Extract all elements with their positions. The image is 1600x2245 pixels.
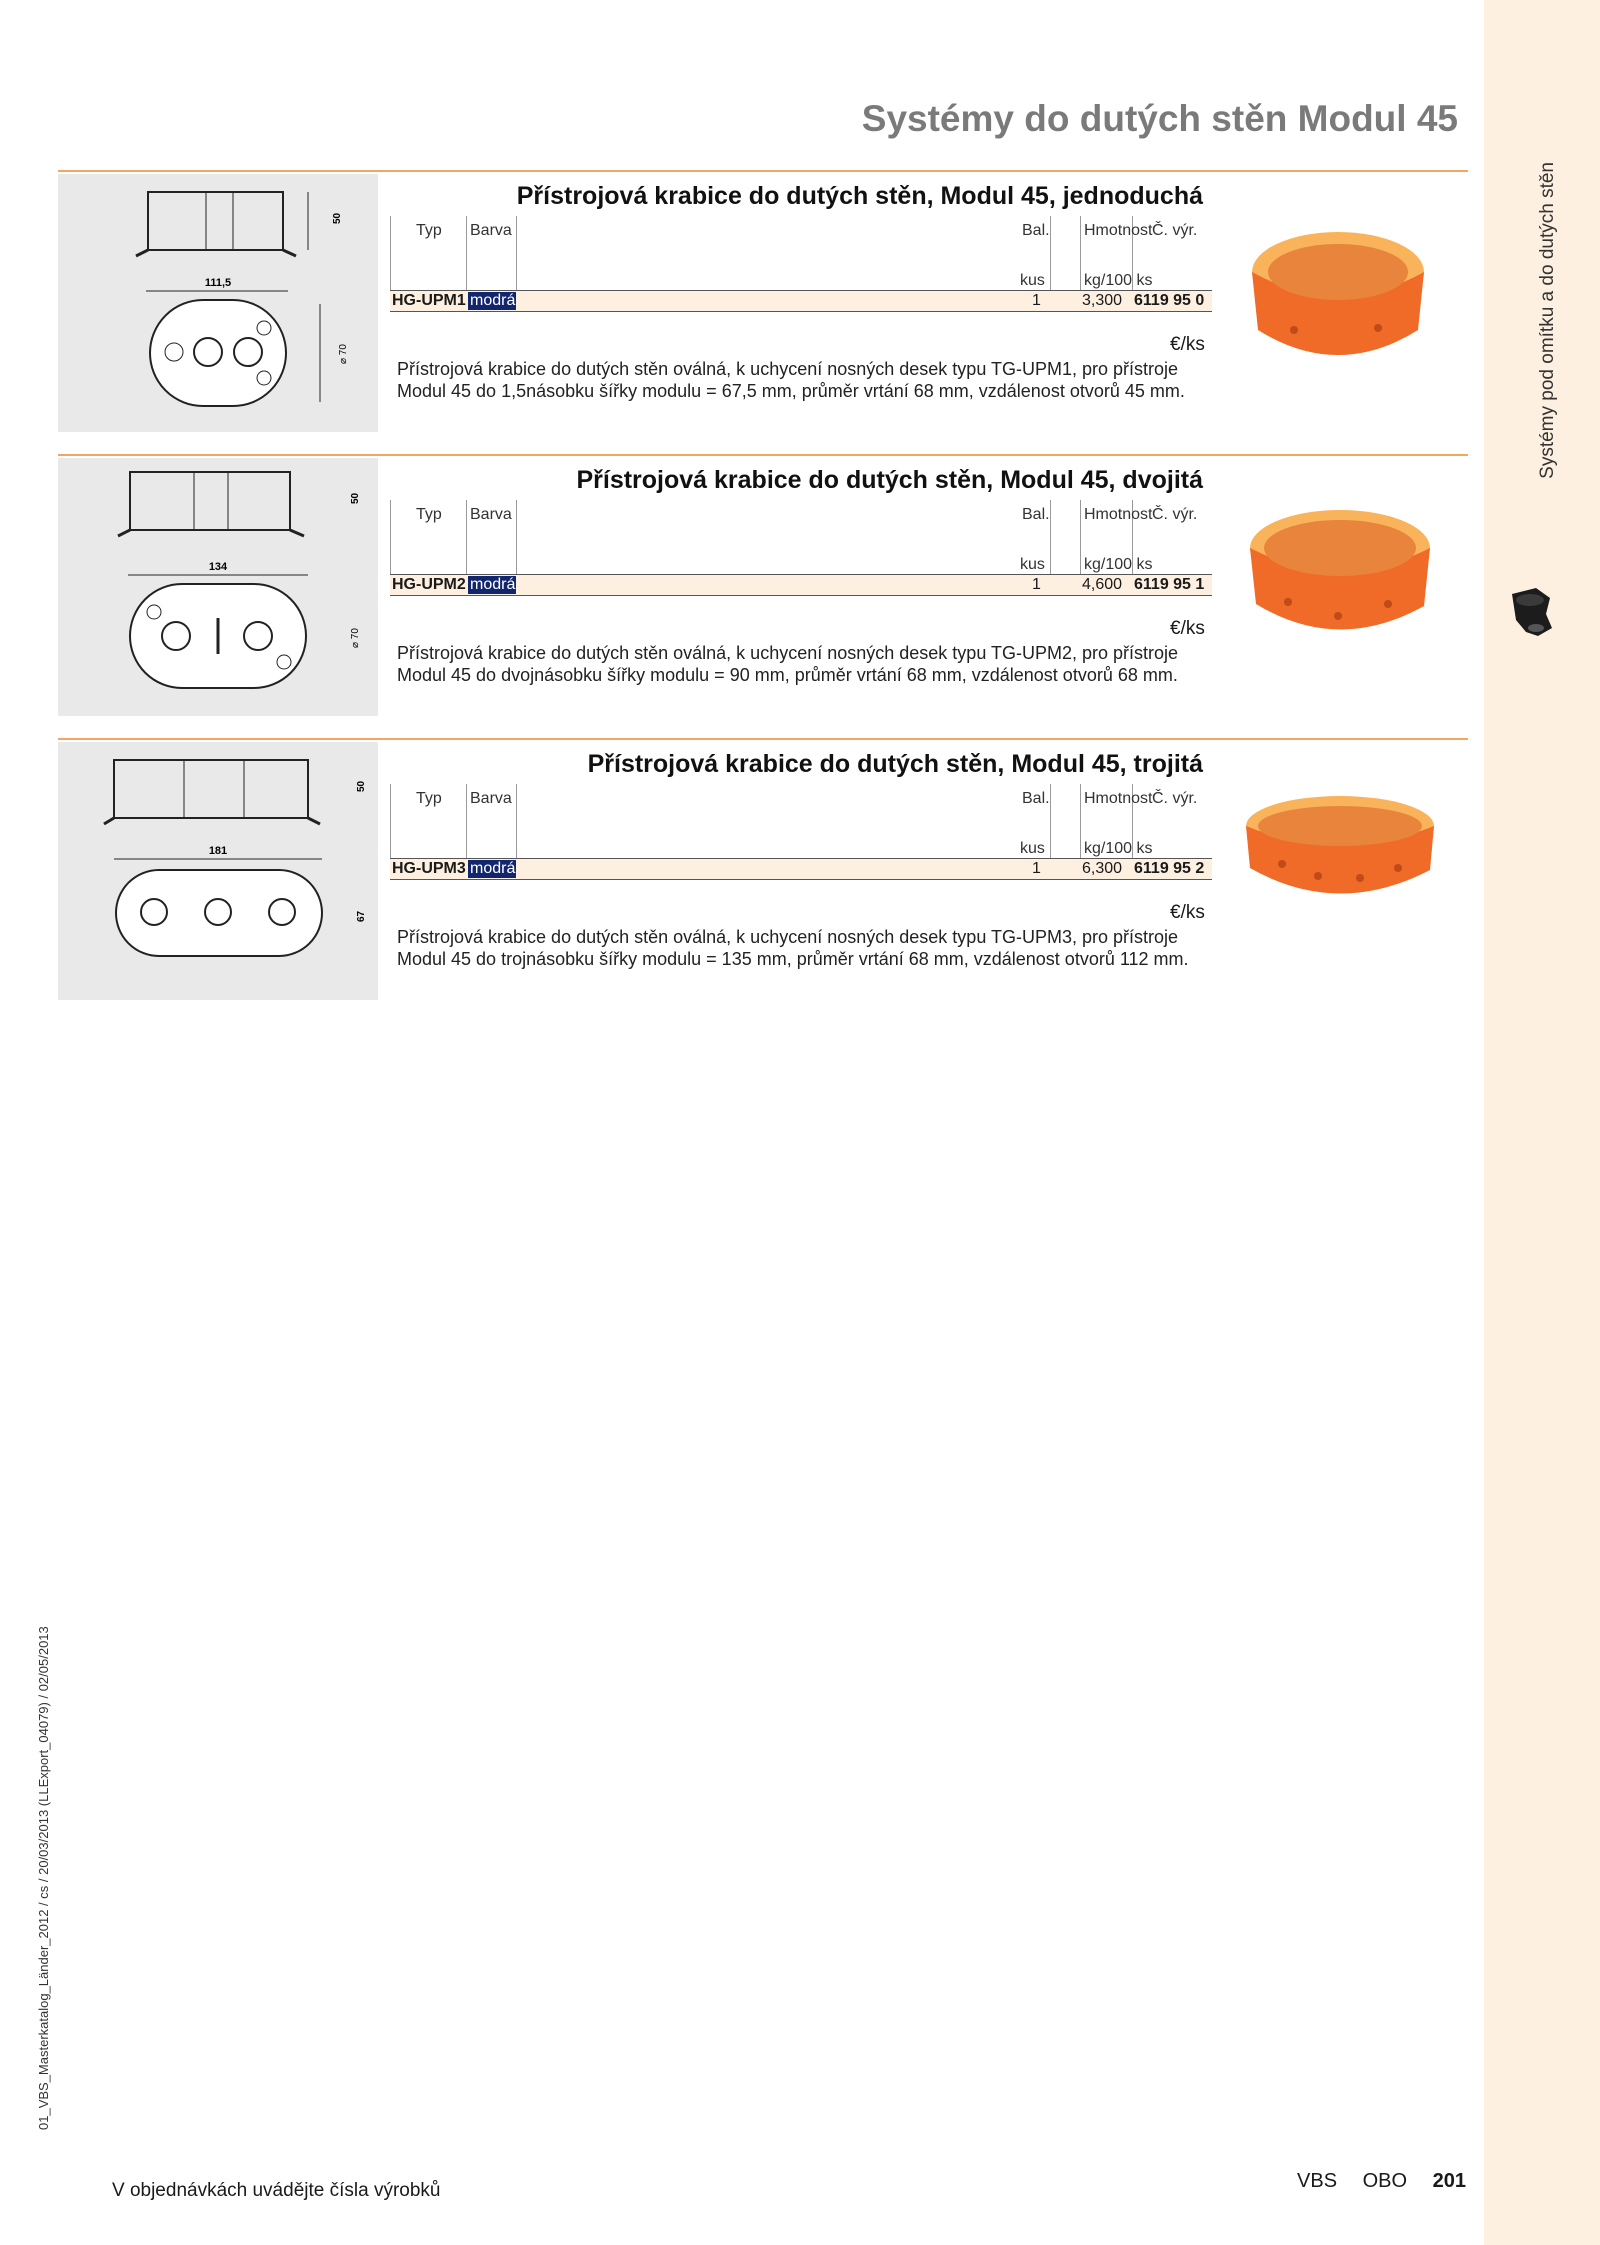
footer-note: V objednávkách uvádějte čísla výrobků (112, 2180, 441, 2201)
unit-hmotnost: kg/100 ks (1084, 840, 1153, 857)
price-unit: €/ks (1170, 334, 1205, 355)
col-cvyr: Č. výr. (1152, 506, 1198, 523)
dim-width: 134 (208, 561, 228, 573)
cell-cvyr: 6119 95 0 (1134, 292, 1205, 309)
cell-bal: 1 (1032, 576, 1041, 593)
cell-barva: modrá (470, 860, 516, 877)
technical-drawing-triple (58, 742, 378, 1000)
table-row (390, 290, 1212, 312)
cell-hmotnost: 6,300 (1082, 860, 1123, 877)
dim-diameter: ⌀ 70 (350, 628, 361, 648)
product-photo-triple (1238, 768, 1438, 948)
unit-hmotnost: kg/100 ks (1084, 272, 1153, 289)
col-cvyr: Č. výr. (1152, 222, 1198, 239)
col-typ: Typ (416, 790, 442, 807)
col-barva: Barva (470, 506, 512, 523)
table-row (390, 574, 1212, 596)
cell-cvyr: 6119 95 1 (1134, 576, 1205, 593)
product-description: Přístrojová krabice do dutých stěn oválná, k uchycení nosných desek typu TG-UPM2, pro přístroje Modul 45 do dvojnásobku šířky modulu = 90 mm, průměr vrtání 68 mm, vzdálenost otvorů 68 mm. (397, 643, 1179, 685)
col-bal: Bal. (1022, 790, 1050, 807)
product-table (390, 784, 1212, 880)
product-table (390, 216, 1212, 312)
dim-diameter: ⌀ 70 (338, 344, 349, 364)
cell-barva: modrá (470, 576, 516, 593)
price-unit: €/ks (1170, 902, 1205, 923)
cell-hmotnost: 3,300 (1082, 292, 1123, 309)
section-divider (58, 454, 1468, 456)
product-section-2 (58, 454, 1468, 726)
unit-bal: kus (1020, 840, 1045, 857)
technical-drawing-double (58, 458, 378, 716)
product-photo-single (1238, 200, 1438, 380)
dim-width: 181 (208, 845, 228, 857)
cell-bal: 1 (1032, 292, 1041, 309)
cell-cvyr: 6119 95 2 (1134, 860, 1205, 877)
cell-hmotnost: 4,600 (1082, 576, 1123, 593)
product-description: Přístrojová krabice do dutých stěn oválná, k uchycení nosných desek typu TG-UPM3, pro přístroje Modul 45 do trojnásobku šířky modulu = 135 mm, průměr vrtání 68 mm, vzdálenost otvorů 112 mm. (397, 927, 1189, 969)
product-title: Přístrojová krabice do dutých stěn, Modul 45, dvojitá (576, 466, 1203, 494)
col-barva: Barva (470, 222, 512, 239)
footer-vbs: VBS (1297, 2170, 1338, 2192)
connector-icon (1506, 584, 1556, 640)
col-barva: Barva (470, 790, 512, 807)
footer-obo: OBO (1362, 2170, 1408, 2192)
product-title: Přístrojová krabice do dutých stěn, Modul 45, jednoduchá (516, 182, 1203, 210)
side-section-label: Systémy pod omítku a do dutých stěn (1537, 162, 1558, 479)
col-typ: Typ (416, 506, 442, 523)
section-divider (58, 738, 1468, 740)
product-section-1 (58, 170, 1468, 442)
product-title: Přístrojová krabice do dutých stěn, Modul 45, trojitá (587, 750, 1203, 778)
col-hmotnost: Hmotnost (1084, 790, 1153, 807)
cell-typ: HG-UPM2 (392, 576, 466, 593)
cell-bal: 1 (1032, 860, 1041, 877)
table-row (390, 858, 1212, 880)
dim-height: 50 (350, 492, 361, 504)
page-title: Systémy do dutých stěn Modul 45 (861, 98, 1458, 139)
cell-typ: HG-UPM3 (392, 860, 466, 877)
footer-brand (1277, 2170, 1466, 2193)
unit-bal: kus (1020, 556, 1045, 573)
unit-bal: kus (1020, 272, 1045, 289)
price-unit: €/ks (1170, 618, 1205, 639)
technical-drawing-single (58, 174, 378, 432)
unit-hmotnost: kg/100 ks (1084, 556, 1153, 573)
product-section-3 (58, 738, 1468, 1010)
product-photo-double (1238, 484, 1438, 664)
col-cvyr: Č. výr. (1152, 790, 1198, 807)
dim-height: 50 (356, 780, 367, 792)
product-description: Přístrojová krabice do dutých stěn oválná, k uchycení nosných desek typu TG-UPM1, pro přístroje Modul 45 do 1,5násobku šířky modulu = 67,5 mm, průměr vrtání 68 mm, vzdálenost otvorů 45 mm. (397, 359, 1185, 401)
col-hmotnost: Hmotnost (1084, 506, 1153, 523)
section-divider (58, 170, 1468, 172)
col-bal: Bal. (1022, 506, 1050, 523)
col-bal: Bal. (1022, 222, 1050, 239)
col-hmotnost: Hmotnost (1084, 222, 1153, 239)
cell-barva: modrá (470, 292, 516, 309)
col-typ: Typ (416, 222, 442, 239)
cell-typ: HG-UPM1 (392, 292, 466, 309)
dim-width: 111,5 (204, 277, 232, 289)
dim-height: 50 (332, 212, 343, 224)
catalog-metadata: 01_VBS_Masterkatalog_Länder_2012 / cs / 20/03/2013 (LLExport_04079) / 02/05/2013 (36, 1626, 51, 2130)
dim-diameter: 67 (356, 910, 367, 922)
page-number: 201 (1432, 2170, 1466, 2192)
product-table (390, 500, 1212, 596)
